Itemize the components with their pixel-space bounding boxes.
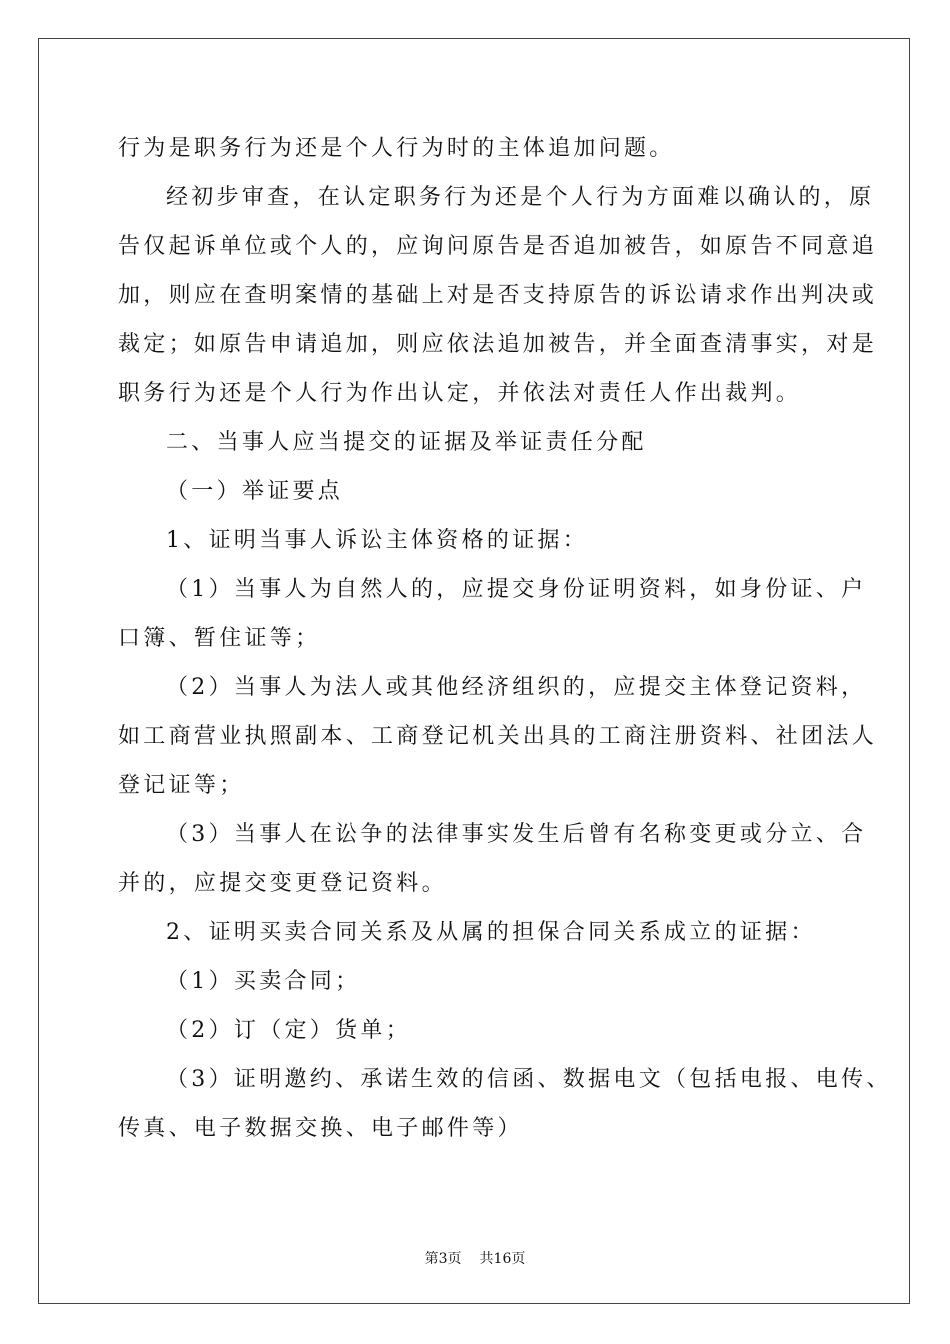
list-item: [118, 810, 867, 908]
text-line: 传真、电子数据交换、电子邮件等）: [118, 1116, 523, 1141]
subsection-heading: [118, 467, 838, 516]
text-line: 告仅起诉单位或个人的，应询问原告是否追加被告，如原告不同意追: [118, 234, 878, 259]
text-line: 登记证等；: [118, 773, 245, 798]
text-line: 职务行为还是个人行为作出认定，并依法对责任人作出裁判。: [118, 381, 802, 406]
list-item: [118, 565, 867, 663]
text-line: 经初步审查，在认定职务行为还是个人行为方面难以确认的，原: [166, 185, 875, 210]
page-footer: [0, 1248, 950, 1268]
text-line: 二、当事人应当提交的证据及举证责任分配: [166, 430, 647, 455]
text-line: （一）举证要点: [166, 479, 344, 504]
text-line: 如工商营业执照副本、工商登记机关出具的工商注册资料、社团法人: [118, 724, 878, 749]
text-line: （2）当事人为法人或其他经济组织的，应提交主体登记资料，: [166, 675, 867, 700]
paragraph: [118, 124, 838, 173]
list-heading: [118, 908, 838, 957]
document-body: [118, 124, 892, 1153]
page-total: 共16页: [479, 1251, 526, 1267]
text-line: 加，则应在查明案情的基础上对是否支持原告的诉讼请求作出判决或: [118, 283, 878, 308]
text-line: （3）当事人在讼争的法律事实发生后曾有名称变更或分立、合: [166, 822, 867, 847]
list-item: [118, 1006, 838, 1055]
text-line: 行为是职务行为还是个人行为时的主体追加问题。: [118, 136, 675, 161]
text-line: （3）证明邀约、承诺生效的信函、数据电文（包括电报、电传、: [166, 1067, 892, 1092]
paragraph: [118, 173, 878, 418]
list-item: [118, 663, 878, 810]
text-line: （2）订（定）货单；: [166, 1018, 411, 1043]
text-line: （1）买卖合同；: [166, 969, 361, 994]
section-heading: [118, 418, 838, 467]
text-line: 2、证明买卖合同关系及从属的担保合同关系成立的证据：: [166, 920, 816, 945]
text-line: 1、证明当事人诉讼主体资格的证据：: [166, 528, 589, 553]
text-line: 口簿、暂住证等；: [118, 626, 321, 651]
text-line: 并的，应提交变更登记资料。: [118, 871, 447, 896]
list-item: [118, 957, 838, 1006]
text-line: 裁定；如原告申请追加，则应依法追加被告，并全面查清事实，对是: [118, 332, 878, 357]
list-item: [118, 1055, 892, 1153]
list-heading: [118, 516, 838, 565]
page-number: 第3页: [424, 1251, 462, 1267]
text-line: （1）当事人为自然人的，应提交身份证明资料，如身份证、户: [166, 577, 867, 602]
